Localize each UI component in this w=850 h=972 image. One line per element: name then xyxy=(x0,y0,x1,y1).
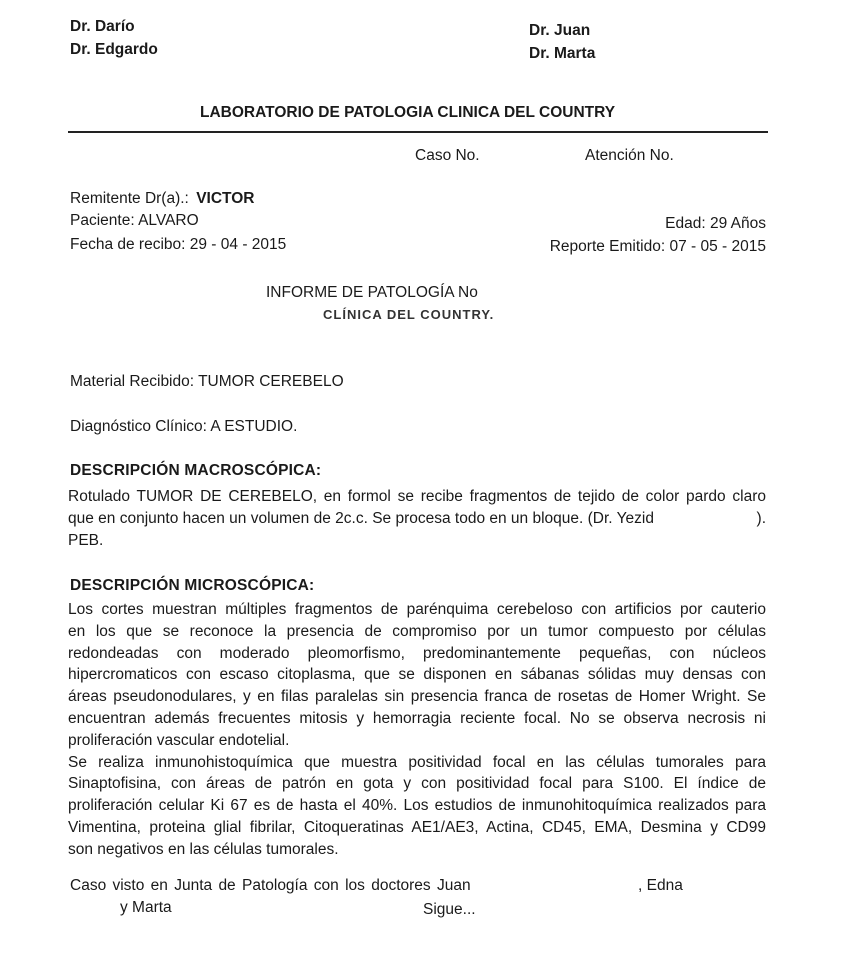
clinical-diagnosis: Diagnóstico Clínico: A ESTUDIO. xyxy=(70,418,298,435)
header-doctor-right-2: Dr. Marta xyxy=(529,45,596,62)
lab-name-title: LABORATORIO DE PATOLOGIA CLINICA DEL COUNTRY xyxy=(200,104,616,121)
report-date-line: Reporte Emitido: 07 - 05 - 2015 xyxy=(549,238,766,255)
header-doctor-right-1: Dr. Juan xyxy=(529,22,591,39)
received-date-line: Fecha de recibo: 29 - 04 - 2015 xyxy=(70,236,287,253)
micro-line: hipercromaticos con escaso citoplasma, que se disponen en sábanas sólidas muy densas con xyxy=(68,666,766,684)
header-doctor-left-2: Dr. Edgardo xyxy=(70,41,158,58)
junta-line: Caso visto en Junta de Patología con los doctores Juan xyxy=(70,877,471,894)
sender-line xyxy=(70,190,254,208)
micro-line: proliferación vascular endotelial. xyxy=(68,731,290,749)
patient-line: Paciente: ALVARO xyxy=(70,212,199,229)
sender-name: VICTOR xyxy=(196,190,255,207)
material-received: Material Recibido: TUMOR CEREBELO xyxy=(70,373,344,390)
micro-description xyxy=(68,599,766,861)
micro-line: áreas pseudonodulares, y en filas paralelas sin presencia franca de rosetas de Homer Wright. Se xyxy=(68,688,766,706)
continues-label: Sigue... xyxy=(423,901,476,918)
macro-line: Rotulado TUMOR DE CEREBELO, en formol se recibe fragmentos de tejido de color pardo claro xyxy=(68,488,766,505)
junta-line-end: , Edna xyxy=(638,877,683,894)
sender-label: Remitente Dr(a).: xyxy=(70,190,189,207)
macro-line-2-text: que en conjunto hacen un volumen de 2c.c. Se procesa todo en un bloque. (Dr. Yezid xyxy=(68,509,654,527)
micro-line: encuentran además frecuentes mitosis y hemorragia reciente focal. No se observa necrosis ni xyxy=(68,709,766,727)
micro-line: Vimentina, proteina glial fibrilar, Citoqueratinas AE1/AE3, Actina, CD45, EMA, Desmina y CD99 xyxy=(68,818,766,836)
micro-line: proliferación celular Ki 67 es de hasta el 40%. Los estudios de inmunohitoquímica realizados para xyxy=(68,797,766,815)
attention-number-label: Atención No. xyxy=(585,147,674,164)
age-line: Edad: 29 Años xyxy=(665,215,766,232)
clinic-stamp: CLÍNICA DEL COUNTRY. xyxy=(323,307,495,322)
micro-line: en los que se reconoce la presencia de compromiso por un tumor compuesto por células xyxy=(68,622,766,640)
micro-line: Se realiza inmunohistoquímica que muestra positividad focal en las células tumorales para xyxy=(68,753,766,771)
micro-line: son negativos en las células tumorales. xyxy=(68,840,339,858)
case-number-label: Caso No. xyxy=(415,147,480,164)
micro-line: Sinaptofisina, con áreas de patrón en gota y con positividad focal para S100. El índice de xyxy=(68,775,766,793)
macro-line: PEB. xyxy=(68,531,104,549)
header-divider xyxy=(68,131,768,133)
report-title: INFORME DE PATOLOGÍA No xyxy=(266,284,478,301)
macro-line-2-end: ). xyxy=(756,509,766,527)
macro-line xyxy=(68,508,766,530)
micro-heading: DESCRIPCIÓN MICROSCÓPICA: xyxy=(70,577,315,594)
macro-heading: DESCRIPCIÓN MACROSCÓPICA: xyxy=(70,462,322,479)
marta-line: y Marta xyxy=(120,899,172,916)
header-doctor-left-1: Dr. Darío xyxy=(70,18,135,35)
micro-line: redondeadas con moderado pleomorfismo, predominantemente pequeñas, con núcleos xyxy=(68,644,766,662)
macro-description xyxy=(68,486,766,551)
micro-line: Los cortes muestran múltiples fragmentos de parénquima cerebeloso con artificios por cauterio xyxy=(68,601,766,618)
